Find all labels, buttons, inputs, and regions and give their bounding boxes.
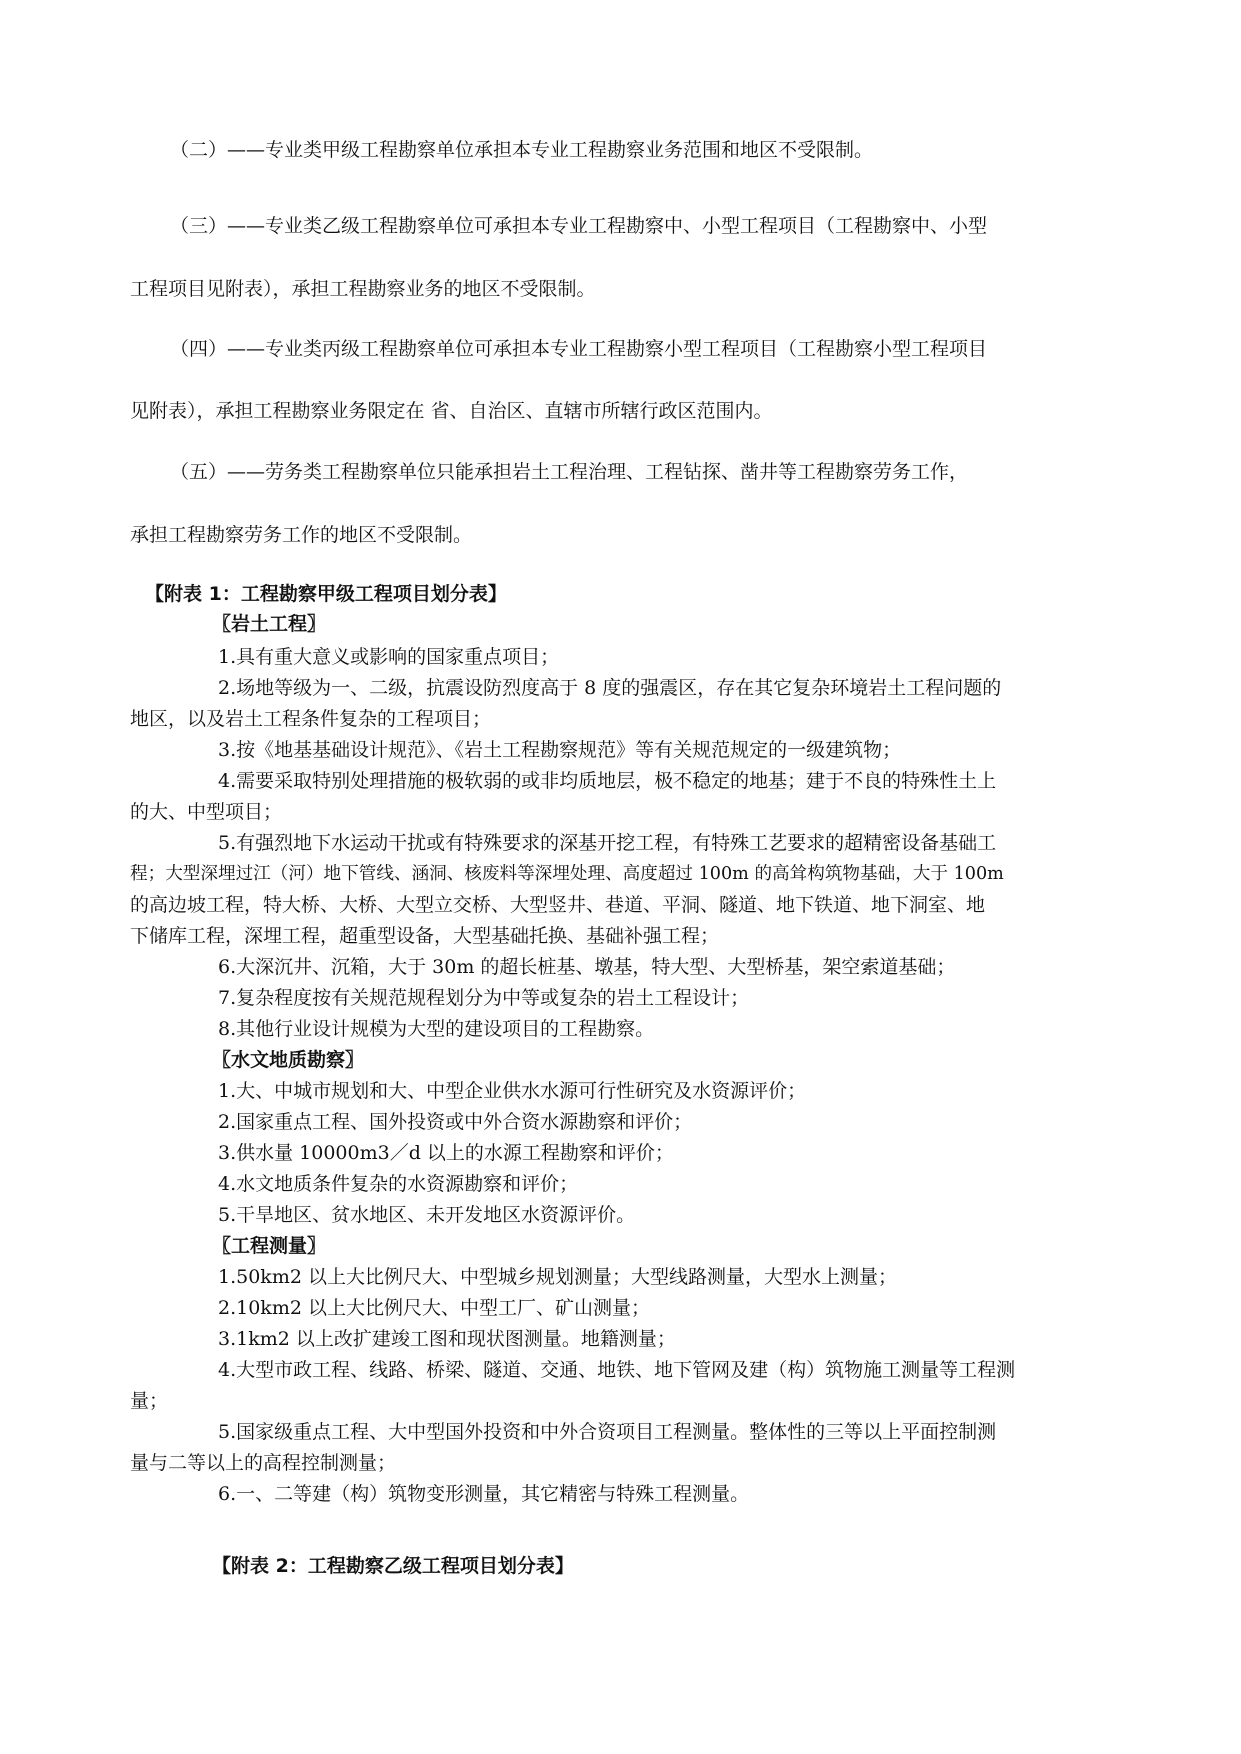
- appendix-2-title: 【附表 2：工程勘察乙级工程项目划分表】: [212, 1555, 574, 1577]
- list-item-cont: 地区，以及岩土工程条件复杂的工程项目；: [130, 708, 492, 730]
- list-item-cont: 程；大型深埋过江（河）地下管线、涵洞、核废料等深埋处理、高度超过 100m 的高耸构筑物基础，大于 100m: [130, 864, 1004, 884]
- section-heading-geotech: 〖岩土工程〗: [212, 613, 327, 635]
- list-item: 5.有强烈地下水运动干扰或有特殊要求的深基开挖工程，有特殊工艺要求的超精密设备基础工: [218, 832, 997, 854]
- list-item: 5.干旱地区、贫水地区、未开发地区水资源评价。: [218, 1204, 636, 1226]
- section-heading-hydro: 〖水文地质勘察〗: [212, 1049, 365, 1071]
- list-item: 1.大、中城市规划和大、中型企业供水水源可行性研究及水资源评价；: [218, 1080, 807, 1102]
- appendix-1-title: 【附表 1：工程勘察甲级工程项目划分表】: [145, 583, 507, 605]
- list-item: 8.其他行业设计规模为大型的建设项目的工程勘察。: [218, 1018, 655, 1040]
- paragraph-5-cont: 承担工程勘察劳务工作的地区不受限制。: [130, 524, 473, 546]
- paragraph-3-cont: 工程项目见附表），承担工程勘察业务的地区不受限制。: [130, 278, 596, 300]
- list-item-cont: 量；: [130, 1390, 169, 1412]
- paragraph-4-cont: 见附表），承担工程勘察业务限定在 省、自治区、直辖市所辖行政区范围内。: [130, 400, 773, 422]
- list-item: 4.水文地质条件复杂的水资源勘察和评价；: [218, 1173, 579, 1195]
- list-item-cont: 量与二等以上的高程控制测量；: [130, 1452, 397, 1474]
- list-item-cont: 的大、中型项目；: [130, 801, 283, 823]
- list-item: 4.需要采取特别处理措施的极软弱的或非均质地层，极不稳定的地基；建于不良的特殊性土上: [218, 770, 997, 792]
- list-item-cont: 的高边坡工程，特大桥、大桥、大型立交桥、大型竖井、巷道、平洞、隧道、地下铁道、地下洞室、地: [130, 894, 986, 916]
- list-item: 6.一、二等建（构）筑物变形测量，其它精密与特殊工程测量。: [218, 1483, 750, 1505]
- list-item: 3.按《地基基础设计规范》、《岩土工程勘察规范》等有关规范规定的一级建筑物；: [218, 739, 902, 761]
- list-item: 2.10km2 以上大比例尺大、中型工厂、矿山测量；: [218, 1297, 650, 1319]
- section-heading-survey: 〖工程测量〗: [212, 1235, 327, 1257]
- list-item: 5.国家级重点工程、大中型国外投资和中外合资项目工程测量。整体性的三等以上平面控制测: [218, 1421, 997, 1443]
- list-item: 3.1km2 以上改扩建竣工图和现状图测量。地籍测量；: [218, 1328, 676, 1350]
- list-item: 6.大深沉井、沉箱，大于 30m 的超长桩基、墩基，特大型、大型桥基，架空索道基础；: [218, 956, 956, 978]
- paragraph-3: （三）——专业类乙级工程勘察单位可承担本专业工程勘察中、小型工程项目（工程勘察中、小型: [170, 215, 988, 237]
- paragraph-2: （二）——专业类甲级工程勘察单位承担本专业工程勘察业务范围和地区不受限制。: [170, 139, 874, 161]
- list-item: 1.具有重大意义或影响的国家重点项目；: [218, 646, 560, 668]
- list-item: 2.场地等级为一、二级，抗震设防烈度高于 8 度的强震区，存在其它复杂环境岩土工程问题的: [218, 677, 1002, 699]
- paragraph-4: （四）——专业类丙级工程勘察单位可承担本专业工程勘察小型工程项目（工程勘察小型工程项目: [170, 338, 988, 360]
- list-item: 3.供水量 10000m3／d 以上的水源工程勘察和评价；: [218, 1142, 674, 1164]
- list-item: 7.复杂程度按有关规范规程划分为中等或复杂的岩土工程设计；: [218, 987, 750, 1009]
- list-item: 4.大型市政工程、线路、桥梁、隧道、交通、地铁、地下管网及建（构）筑物施工测量等工程测: [218, 1359, 1016, 1381]
- list-item: 1.50km2 以上大比例尺大、中型城乡规划测量；大型线路测量，大型水上测量；: [218, 1266, 897, 1288]
- list-item-cont: 下储库工程，深埋工程，超重型设备，大型基础托换、基础补强工程；: [130, 925, 720, 947]
- list-item: 2.国家重点工程、国外投资或中外合资水源勘察和评价；: [218, 1111, 693, 1133]
- paragraph-5: （五）——劳务类工程勘察单位只能承担岩土工程治理、工程钻探、凿井等工程勘察劳务工作，: [170, 461, 969, 483]
